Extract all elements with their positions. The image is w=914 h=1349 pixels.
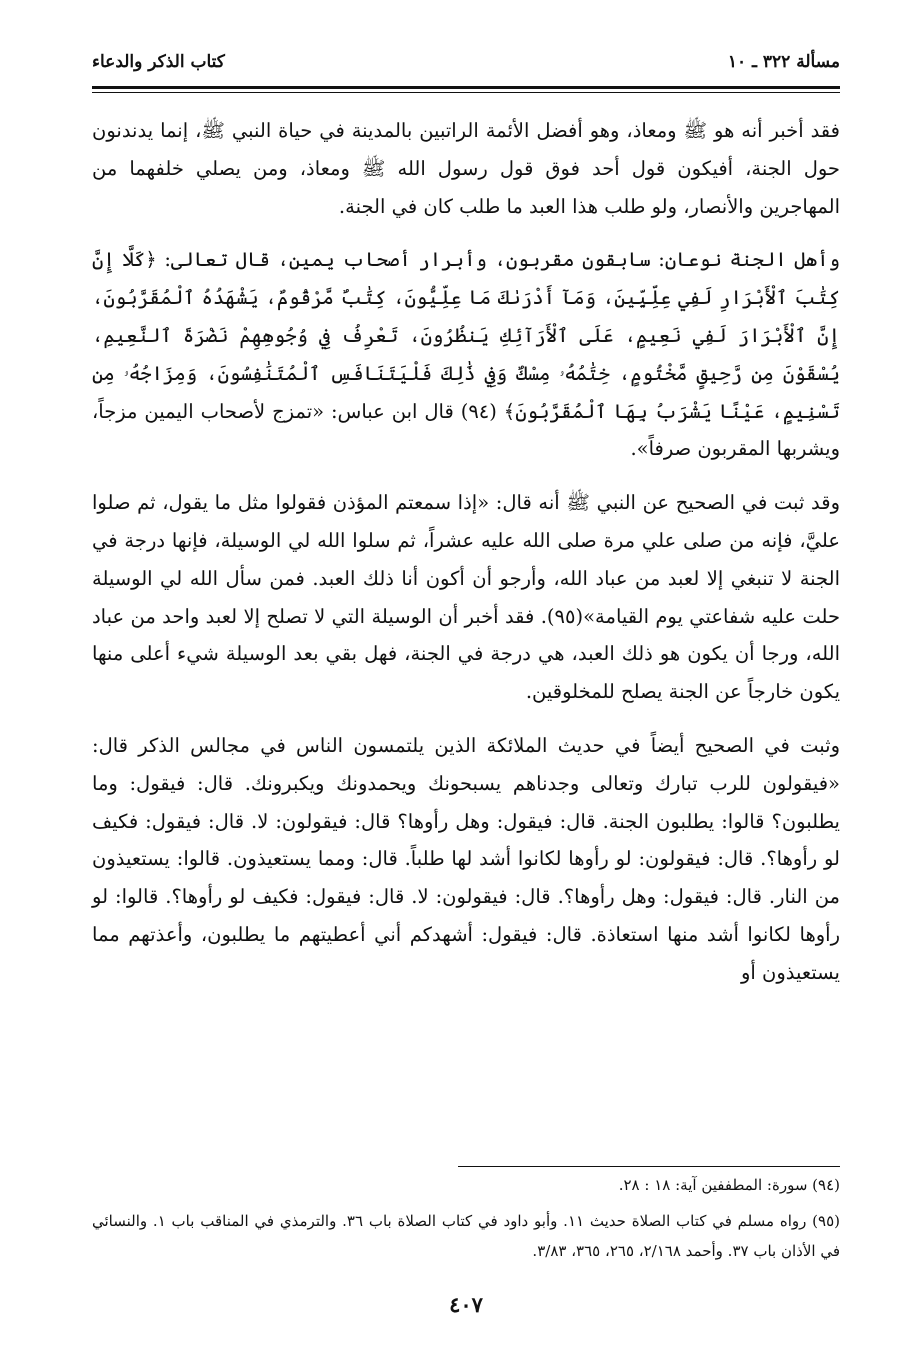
footnotes xyxy=(92,1170,840,1272)
footnote-94: (٩٤) سورة: المطففين آية: ١٨ : ٢٨. xyxy=(618,1176,840,1194)
page-number: ٤٠٧ xyxy=(449,1292,483,1317)
paragraph-3: وقد ثبت في الصحيح عن النبي ﷺ أنه قال: «إذا سمعتم المؤذن فقولوا مثل ما يقول، ثم صلوا عليَّ، فإنه من صلى علي مرة صلى الله عليه عشراً، ثم سلوا الله لي الوسيلة، فإنها درجة في الجنة لا تنبغي إلا لعبد من عباد الله، وأرجو أن أكون أنا ذلك العبد. فمن سأل الله لي الوسيلة حلت عليه شفاعتي يوم القيامة»(٩٥). فقد أخبر أن الوسيلة التي لا تصلح إلا لعبد واحد من عباد الله، ورجا أن يكون هو ذلك العبد، هي درجة في الجنة، فهل بقي بعد الوسيلة شيء أعلى منها يكون خارجاً عن الجنة يصلح للمخلوقين. xyxy=(92,491,841,704)
paragraph-1: فقد أخبر أنه هو ﷺ ومعاذ، وهو أفضل الأئمة الراتبين بالمدينة في حياة النبي ﷺ، إنما يدندنون حول الجنة، أفيكون قول أحد فوق قول رسول الله ﷺ ومعاذ، ومن يصلي خلفهما من المهاجرين والأنصار، ولو طلب هذا العبد ما طلب كان في الجنة. xyxy=(92,119,840,218)
book-page xyxy=(92,0,840,1349)
footnote-separator xyxy=(458,1166,840,1167)
issue-number: مسألة ٣٢٢ ـ ١٠ xyxy=(727,52,840,72)
header-rule-thin xyxy=(92,92,840,93)
footnote-95: (٩٥) رواه مسلم في كتاب الصلاة حديث ١١. وأبو داود في كتاب الصلاة باب ٣٦. والترمذي في المناقب باب ١. والنسائي في الأذان باب ٣٧. وأحمد ٢/١٦٨، ٢٦٥، ٣٦٥، ٣/٨٣. xyxy=(92,1212,840,1260)
paragraph-4: وثبت في الصحيح أيضاً في حديث الملائكة الذين يلتمسون الناس في مجالس الذكر قال: «فيقولون للرب تبارك وتعالى وجدناهم يسبحونك ويحمدونك ويكبرونك. قال: فيقول: وما يطلبون؟ قالوا: يطلبون الجنة. قال: فيقول: وهل رأوها؟ قال: فيقولون: لا. قال: فيقول: فكيف لو رأوها؟. قال: فيقولون: لو رأوها لكانوا أشد لها طلباً. قال: ومما يستعيذون. قالوا: يستعيذون من النار. قال: فيقول: وهل رأوها؟. قال: فيقولون: لا. قال: فيقول: فكيف لو رأوها؟. قالوا: لو رأوها لكانوا أشد منها استعاذة. قال: فيقول: أشهدكم أني أعطيتهم ما يطلبون، وأعذتهم مما يستعيذون أو xyxy=(92,733,840,984)
header-rule-thick xyxy=(92,86,840,89)
main-text xyxy=(92,112,840,1008)
paragraph-2: وأهل الجنة نوعان: سابقون مقربون، وأبرار أصحاب يمين، قال تعالى: ﴿كَلَّا إِنَّ كِتَٰبَ ٱلْأَبْرَارِ لَفِي عِلِّيِّينَ، وَمَآ أَدْرَىٰكَ مَا عِلِّيُّونَ، كِتَٰبٌ مَّرْقُومٌ، يَشْهَدُهُ ٱلْمُقَرَّبُونَ، إِنَّ ٱلْأَبْرَارَ لَفِي نَعِيمٍ، عَلَى ٱلْأَرَآئِكِ يَنظُرُونَ، تَعْرِفُ فِي وُجُوهِهِمْ نَضْرَةَ ٱلنَّعِيمِ، يُسْقَوْنَ مِن رَّحِيقٍ مَّخْتُومٍ، خِتَٰمُهُۥ مِسْكٌ وَفِي ذَٰلِكَ فَلْيَتَنَافَسِ ٱلْمُتَنَٰفِسُونَ، وَمِزَاجُهُۥ مِن تَسْنِيمٍ، عَيْنًا يَشْرَبُ بِهَا ٱلْمُقَرَّبُونَ﴾ (٩٤) قال ابن عباس: «تمزج لأصحاب اليمين مزجاً، ويشربها المقربون صرفاً». xyxy=(92,248,840,461)
chapter-title: كتاب الذكر والدعاء xyxy=(92,52,225,72)
running-header xyxy=(92,52,840,82)
